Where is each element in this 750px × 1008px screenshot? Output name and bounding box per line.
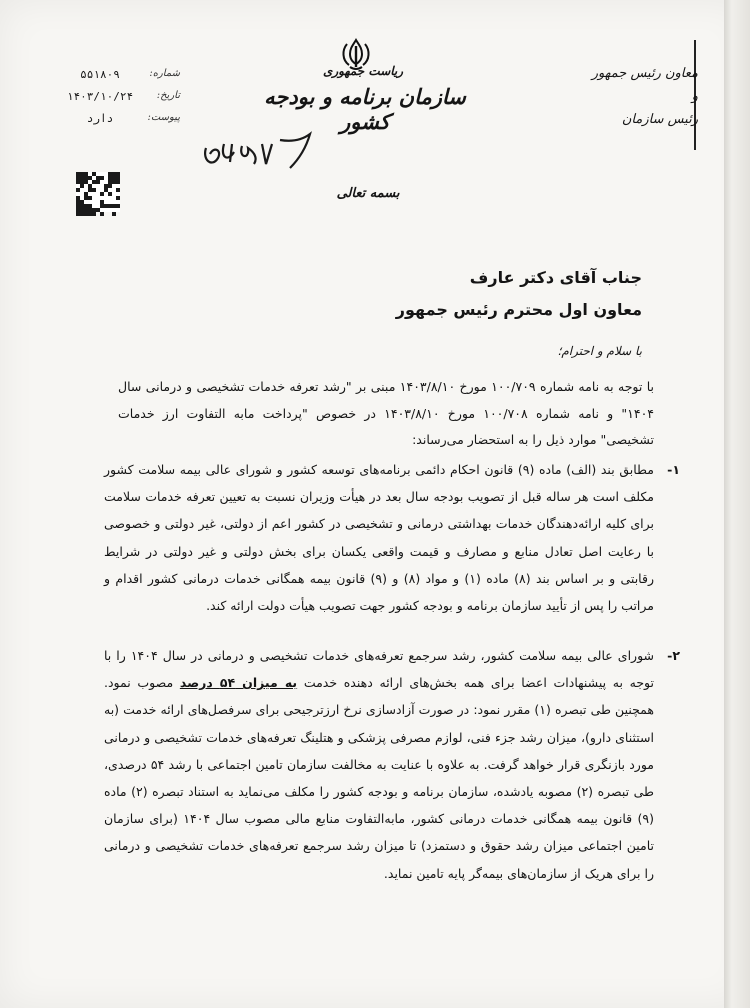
presidency-label: ریاست جمهوری — [322, 64, 404, 78]
greeting: با سلام و احترام؛ — [557, 344, 642, 358]
list-item — [104, 456, 680, 619]
meta-label: تاریخ: — [156, 90, 180, 101]
attachment-value: دارد — [86, 112, 114, 125]
qr-module — [108, 192, 112, 196]
meta-label: شماره: — [149, 68, 180, 79]
qr-module — [112, 212, 116, 216]
meta-row-attachment — [60, 112, 180, 134]
qr-module — [92, 212, 96, 216]
qr-module — [100, 176, 104, 180]
addressee-title: معاون اول محترم رئیس جمهور — [395, 300, 642, 319]
qr-module — [116, 188, 120, 192]
item-text — [104, 642, 654, 887]
highlight-percentage: به میزان ۵۴ درصد — [179, 675, 298, 691]
qr-module — [80, 184, 84, 188]
qr-module — [100, 192, 104, 196]
item-number: ۱- — [667, 462, 680, 477]
recipient-line: معاون رئیس جمهور — [591, 66, 698, 81]
recipient-line: رئیس سازمان — [621, 112, 698, 127]
item-text-after: مصوب نمود. همچنین طی تبصره (۱) مقرر نمود: در صورت آزادسازی نرخ ارزترجیحی برای سرفصل‌های ارائه خدمت (به استثنای دارو)، میزان رشد جزء فنی، لوازم مصرفی پزشکی و هتلینگ تعرفه‌های خدمات تشخیصی و درمانی مورد بازنگری قرار خواهد گرفت. به علاوه با عنایت به مخالفت سازمان تامین اجتماعی با رشد ۵۴ درصدی، طی تبصره (۲) مصوبه یادشده، سازمان برنامه و بودجه کشور را مکلف می‌نماید به استناد تبصره (۲) ماده (۹) قانون بیمه همگانی خدمات درمانی کشور، مابه‌التفاوت منابع مالی مصوب سال ۱۴۰۴ (برای سازمان تامین اجتماعی میزان رشد حقوق و دستمزد) تا میزان رشد سرجمع تعرفه‌های خدمات تشخیصی و درمانی را برای هریک از سازمان‌های بیمه‌گر پایه تامین نماید. — [104, 675, 654, 881]
handwritten-registration-number — [198, 118, 318, 178]
meta-label: پیوست: — [147, 112, 180, 123]
intro-paragraph: با توجه به نامه شماره ۱۰۰/۷۰۹ مورخ ۱۴۰۳/۸/۱۰ مبنی بر "رشد تعرفه خدمات تشخیصی و درمانی سال ۱۴۰۴" و نامه شماره ۱۰۰/۷۰۸ مورخ ۱۴۰۳/۸/۱۰ در خصوص "پرداخت مابه التفاوت ارز خدمات تشخیصی" موارد ذیل را به استحضار می‌رساند: — [118, 379, 654, 447]
letter-number: ۵۵۱۸۰۹ — [80, 68, 120, 81]
qr-module — [116, 180, 120, 184]
qr-module — [116, 196, 120, 200]
letter-date: ۱۴۰۳/۱۰/۲۴ — [66, 90, 134, 103]
qr-module — [100, 212, 104, 216]
paper-edge — [724, 0, 750, 1008]
addressee-name: جناب آقای دکتر عارف — [469, 268, 642, 287]
list-item — [104, 642, 680, 887]
qr-module — [88, 196, 92, 200]
letter-meta — [60, 68, 180, 134]
handwritten-recipients — [578, 62, 698, 131]
qr-module — [76, 188, 80, 192]
item-text: مطابق بند (الف) ماده (۹) قانون احکام دائمی برنامه‌های توسعه کشور و شورای عالی بیمه سلامت کشور مکلف است هر ساله قبل از تصویب بودجه سال بعد در هیأت وزیران نسبت به تعیین تعرفه خدمات سلامت برای کلیه ارائه‌دهندگان خدمات بهداشتی درمانی و تشخیصی در کشور اعم از دولتی، غیر دولتی و خصوصی با رعایت اصل تعادل منابع و مصارف و قیمت واقعی یکسان برای بخش دولتی و غیر دولتی در شرایط رقابتی و بر اساس بند (۸) ماده (۱) و مواد (۸) و (۹) قانون بیمه همگانی خدمات درمانی کشور اقدام و مراتب را پس از تأیید سازمان برنامه و بودجه کشور جهت تصویب هیأت دولت ارائه کند. — [104, 462, 654, 614]
item-text-before: شورای عالی بیمه سلامت کشور، رشد سرجمع تعرفه‌های خدمات تشخیصی و درمانی در سال ۱۴۰۴ را با توجه به پیشنهادات اعضا برای همه بخش‌های ارائه دهنده خدمت — [104, 648, 655, 691]
bismillah-heading: بسمه تعالی — [336, 186, 400, 201]
recipient-line: و — [691, 89, 698, 104]
qr-module — [116, 204, 120, 208]
qr-code-icon — [76, 172, 120, 212]
qr-module — [108, 184, 112, 188]
qr-module — [96, 180, 100, 184]
item-number: ۲- — [667, 648, 680, 663]
organization-name: سازمان برنامه و بودجه کشور — [264, 84, 466, 134]
meta-row-date — [60, 90, 180, 112]
meta-row-number — [60, 68, 180, 90]
qr-module — [92, 188, 96, 192]
